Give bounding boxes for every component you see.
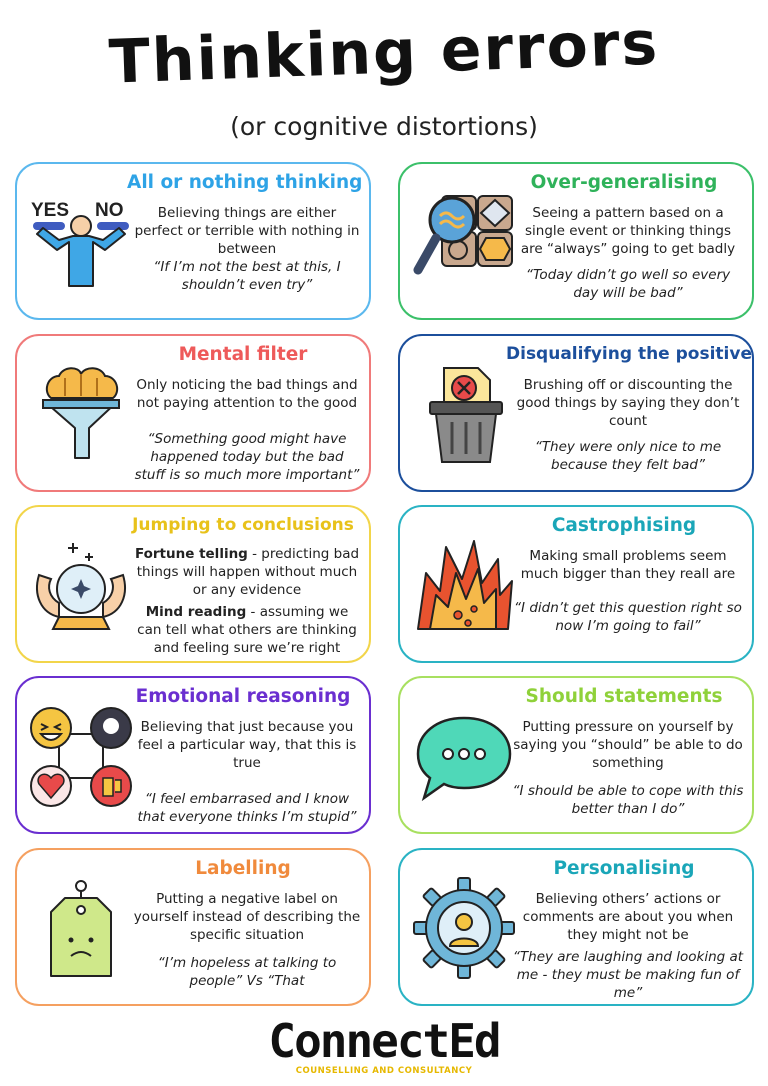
mind-reading-text: - assuming we can tell what others are thinking and feeling sure we’re right (137, 604, 357, 656)
brain-funnel-icon (29, 362, 133, 466)
card-description: Putting pressure on yourself by saying you “should” be able to do something (513, 719, 743, 771)
card-heading: Over-generalising (530, 172, 718, 193)
card-castrophising (398, 505, 754, 663)
card-example-quote: “They are laughing and looking at me - they must be making fun of me” (512, 949, 744, 1001)
card-description: Believing others’ actions or comments are about you when they might not be (522, 891, 734, 943)
card-heading: Mental filter (178, 344, 308, 365)
card-labelling (15, 848, 371, 1006)
card-example-quote: “They were only nice to me because they felt bad” (534, 439, 722, 473)
card-emotional-reasoning (15, 676, 371, 834)
card-heading: Disqualifying the positive (506, 344, 752, 364)
card-heading: Personalising (553, 858, 695, 879)
fortune-telling-text: - predicting bad things will happen without much or any evidence (136, 546, 360, 598)
card-description: Making small problems seem much bigger than they reall are (520, 548, 736, 582)
card-example-quote: “Today didn’t go well so every day will be bad” (525, 267, 731, 301)
explosion-icon (412, 533, 516, 637)
brand-logo (0, 1016, 768, 1076)
card-jumping-to-conclusions (15, 505, 371, 663)
card-description: Believing things are either perfect or terrible with nothing in between (134, 205, 360, 257)
crystal-ball-icon (29, 533, 133, 637)
card-disqualifying-positive (398, 334, 754, 492)
card-example-quote: “If I’m not the best at this, I shouldn’t even try” (153, 259, 341, 293)
card-description-mind (133, 603, 361, 657)
card-example-quote: “I feel embarrased and I know that everyone thinks I’m stupid” (137, 791, 357, 825)
mind-reading-label: Mind reading (145, 604, 247, 620)
card-all-or-nothing (15, 162, 371, 320)
card-mental-filter (15, 334, 371, 492)
card-over-generalising (398, 162, 754, 320)
page-title: Thinking errors (107, 8, 661, 98)
fortune-telling-label: Fortune telling (134, 546, 248, 562)
card-heading: Should statements (525, 686, 723, 707)
card-heading: Emotional reasoning (135, 686, 351, 707)
card-description: Brushing off or discounting the good things by saying they don’t count (516, 377, 740, 429)
card-heading: All or nothing thinking (127, 172, 363, 193)
card-heading: Jumping to conclusions (132, 515, 354, 535)
gear-person-icon (412, 876, 516, 980)
emotions-icon (29, 704, 133, 808)
card-example-quote: “I didn’t get this question right so now I’m going to fail” (514, 600, 742, 634)
card-heading: Castrophising (551, 515, 697, 536)
card-heading: Labelling (195, 858, 291, 879)
trash-can-icon (412, 362, 516, 466)
speech-bubble-icon (412, 704, 516, 808)
svg-text:NO: NO (95, 200, 124, 221)
page-subtitle: (or cognitive distortions) (230, 112, 538, 141)
card-description: Seeing a pattern based on a single event or thinking things are “always” going to get badly (520, 205, 736, 257)
card-description: Believing that just because you feel a particular way, that this is true (137, 719, 357, 771)
brand-name: ConnectEd (268, 1014, 500, 1068)
card-description: Only noticing the bad things and not paying attention to the good (136, 377, 358, 411)
card-should-statements (398, 676, 754, 834)
magnifier-pattern-icon (412, 190, 516, 294)
card-example-quote: “I’m hopeless at talking to people” Vs “That (157, 955, 337, 989)
card-description-fortune (133, 545, 361, 599)
sad-tag-icon (29, 876, 133, 980)
yes-no-person-icon (29, 190, 133, 294)
card-example-quote: “Something good might have happened today but the bad stuff is so much more important” (134, 431, 360, 483)
card-personalising (398, 848, 754, 1006)
brand-tagline: COUNSELLING AND CONSULTANCY (295, 1066, 473, 1076)
card-description: Putting a negative label on yourself instead of describing the specific situation (133, 891, 361, 943)
svg-text:YES: YES (31, 200, 70, 221)
card-example-quote: “I should be able to cope with this better than I do” (512, 783, 744, 817)
